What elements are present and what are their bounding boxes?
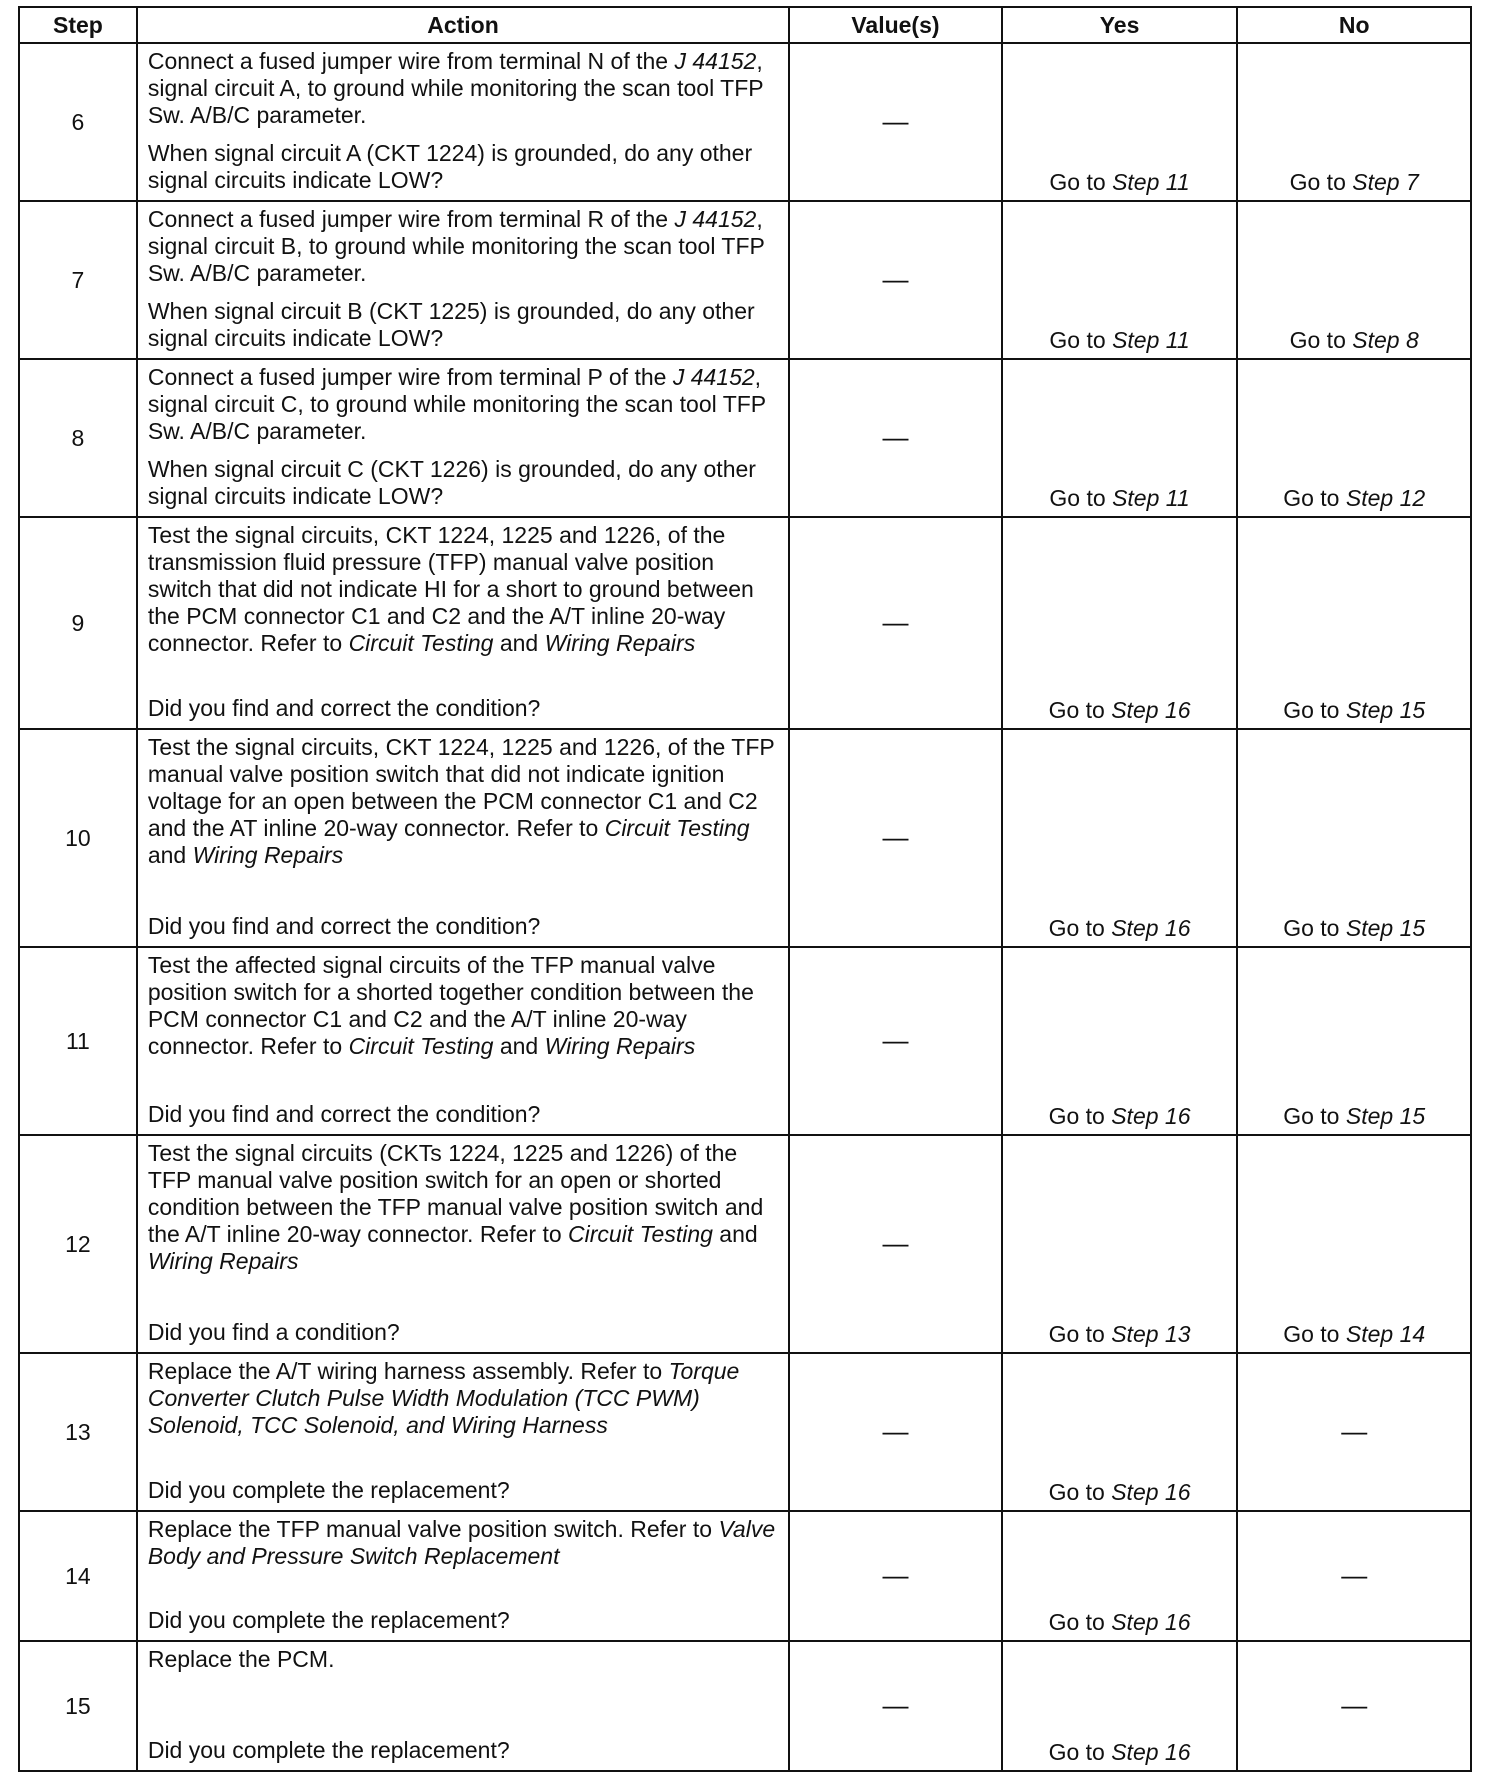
value-cell xyxy=(789,201,1002,359)
value-dash: — xyxy=(882,607,909,637)
value-dash: — xyxy=(882,1690,909,1720)
question-text: When signal circuit C (CKT 1226) is grounded, do any other signal circuits indicate LOW? xyxy=(147,456,756,509)
table-row xyxy=(19,947,1471,1135)
goto-prefix: Go to xyxy=(1049,327,1113,353)
reference-text: J 44152 xyxy=(674,48,757,74)
reference-text: Wiring Repairs xyxy=(544,1033,696,1059)
question-text: Did you complete the replacement? xyxy=(147,1607,510,1633)
table-row xyxy=(19,1511,1471,1641)
action-segment: Connect a fused jumper wire from terminal R of the xyxy=(147,206,675,232)
goto-step-link: Step 8 xyxy=(1352,327,1419,353)
action-cell xyxy=(137,1353,789,1511)
goto-step-link: Step 15 xyxy=(1345,1103,1426,1129)
yes-goto xyxy=(1002,517,1238,729)
goto-step-link: Step 14 xyxy=(1345,1321,1426,1347)
goto-prefix: Go to xyxy=(1048,915,1112,941)
goto-step-link: Step 16 xyxy=(1111,1479,1191,1505)
action-segment: Replace the A/T wiring harness assembly. Refer to xyxy=(147,1358,669,1384)
no-goto xyxy=(1237,517,1471,729)
goto-step-link: Step 16 xyxy=(1111,1739,1191,1765)
table-row xyxy=(19,359,1471,517)
action-segment: Replace the TFP manual valve position switch. Refer to xyxy=(147,1516,719,1542)
reference-text: Wiring Repairs xyxy=(147,1248,299,1274)
goto-step-link: Step 16 xyxy=(1111,1103,1191,1129)
no-dash xyxy=(1237,1641,1471,1771)
step-number: 15 xyxy=(19,1641,137,1771)
value-dash: — xyxy=(882,106,909,136)
action-cell xyxy=(137,729,789,947)
table-row xyxy=(19,517,1471,729)
action-text xyxy=(148,1358,778,1439)
goto-step-link: Step 16 xyxy=(1111,915,1191,941)
action-segment: Replace the PCM. xyxy=(147,1646,335,1672)
value-cell xyxy=(789,729,1002,947)
goto-prefix: Go to xyxy=(1048,1479,1112,1505)
reference-text: Wiring Repairs xyxy=(544,630,696,656)
no-dash xyxy=(1237,1511,1471,1641)
action-segment: , signal circuit B, to ground while monitoring the scan tool TFP Sw. A/B/C parameter. xyxy=(147,206,765,286)
dash: — xyxy=(1341,1560,1368,1590)
table-row xyxy=(19,729,1471,947)
question-text: Did you find a condition? xyxy=(147,1319,400,1345)
action-segment: , signal circuit A, to ground while monitoring the scan tool TFP Sw. A/B/C parameter. xyxy=(147,48,764,128)
goto-step-link: Step 11 xyxy=(1112,485,1190,511)
dash: — xyxy=(1341,1690,1368,1720)
header-step: Step xyxy=(19,7,137,43)
value-dash: — xyxy=(882,1228,909,1258)
yes-goto xyxy=(1002,1511,1238,1641)
value-cell xyxy=(789,1353,1002,1511)
action-text xyxy=(148,1646,778,1673)
value-cell xyxy=(789,359,1002,517)
action-segment: Test the signal circuits, CKT 1224, 1225 and 1226, of the transmission fluid pressure (TFP) manual valve position switch that did not indicate HI for a short to ground between the PCM connector C1 and C2 and the A/T inline 20-way connector. Refer to xyxy=(147,522,754,656)
action-cell xyxy=(137,43,789,201)
yes-goto xyxy=(1002,729,1238,947)
action-segment: , signal circuit C, to ground while monitoring the scan tool TFP Sw. A/B/C parameter. xyxy=(147,364,766,444)
goto-prefix: Go to xyxy=(1049,485,1113,511)
table-body xyxy=(19,43,1471,1771)
action-cell xyxy=(137,1135,789,1353)
reference-text: Circuit Testing xyxy=(348,1033,494,1059)
no-goto xyxy=(1237,359,1471,517)
value-cell xyxy=(789,43,1002,201)
no-goto xyxy=(1237,729,1471,947)
value-cell xyxy=(789,517,1002,729)
yes-goto xyxy=(1002,43,1238,201)
yes-goto xyxy=(1002,201,1238,359)
reference-text: Circuit Testing xyxy=(604,815,750,841)
yes-goto xyxy=(1002,947,1238,1135)
header-values: Value(s) xyxy=(789,7,1002,43)
step-number: 12 xyxy=(19,1135,137,1353)
value-dash: — xyxy=(882,1416,909,1446)
action-text xyxy=(148,952,778,1060)
goto-step-link: Step 16 xyxy=(1111,697,1191,723)
goto-step-link: Step 12 xyxy=(1345,485,1426,511)
header-no: No xyxy=(1237,7,1471,43)
reference-text: Wiring Repairs xyxy=(192,842,344,868)
step-number: 7 xyxy=(19,201,137,359)
goto-prefix: Go to xyxy=(1048,697,1112,723)
action-text xyxy=(148,522,778,657)
goto-step-link: Step 15 xyxy=(1345,915,1426,941)
goto-step-link: Step 11 xyxy=(1112,169,1190,195)
table-row xyxy=(19,43,1471,201)
reference-text: J 44152 xyxy=(674,206,757,232)
question-text: When signal circuit A (CKT 1224) is grounded, do any other signal circuits indicate LOW? xyxy=(147,140,753,193)
header-row xyxy=(19,7,1471,43)
table-row xyxy=(19,201,1471,359)
yes-goto xyxy=(1002,1353,1238,1511)
reference-text: Circuit Testing xyxy=(568,1221,713,1247)
action-segment: and xyxy=(493,1033,545,1059)
goto-prefix: Go to xyxy=(1048,1103,1112,1129)
goto-step-link: Step 16 xyxy=(1111,1609,1191,1635)
action-text xyxy=(148,1516,778,1570)
action-text xyxy=(148,48,778,129)
value-dash: — xyxy=(882,1025,909,1055)
action-cell xyxy=(137,1641,789,1771)
question-text: Did you find and correct the condition? xyxy=(147,1101,541,1127)
table-row xyxy=(19,1353,1471,1511)
question-text: When signal circuit B (CKT 1225) is grounded, do any other signal circuits indicate LOW? xyxy=(147,298,755,351)
value-dash: — xyxy=(882,264,909,294)
goto-prefix: Go to xyxy=(1283,1103,1346,1129)
action-text xyxy=(148,1140,778,1275)
action-cell xyxy=(137,517,789,729)
question-text: Did you find and correct the condition? xyxy=(147,695,541,721)
action-segment: Connect a fused jumper wire from terminal N of the xyxy=(147,48,675,74)
action-segment: Test the signal circuits, CKT 1224, 1225 and 1226, of the TFP manual valve position switch that did not indicate ignition voltage for an open between the PCM connector C1 and C2 and the AT inline 20-way connector. Refer to xyxy=(147,734,775,841)
goto-prefix: Go to xyxy=(1048,1609,1112,1635)
table-row xyxy=(19,1135,1471,1353)
table-row xyxy=(19,1641,1471,1771)
goto-step-link: Step 11 xyxy=(1112,327,1190,353)
dash: — xyxy=(1341,1416,1368,1446)
no-goto xyxy=(1237,947,1471,1135)
goto-step-link: Step 13 xyxy=(1111,1321,1191,1347)
action-text xyxy=(148,364,778,445)
reference-text: Valve Body and Pressure Switch Replacement xyxy=(147,1516,776,1569)
header-yes: Yes xyxy=(1002,7,1238,43)
question-text: Did you find and correct the condition? xyxy=(147,913,541,939)
step-number: 14 xyxy=(19,1511,137,1641)
goto-prefix: Go to xyxy=(1049,169,1113,195)
reference-text: Circuit Testing xyxy=(348,630,494,656)
reference-text: J 44152 xyxy=(672,364,755,390)
yes-goto xyxy=(1002,359,1238,517)
action-segment: Test the signal circuits (CKTs 1224, 1225 and 1226) of the TFP manual valve position switch for an open or shorted condition between the TFP manual valve position switch and the A/T inline 20-way connector. Refer to xyxy=(147,1140,764,1247)
value-cell xyxy=(789,1135,1002,1353)
goto-step-link: Step 7 xyxy=(1352,169,1419,195)
yes-goto xyxy=(1002,1135,1238,1353)
diagnostic-table xyxy=(18,6,1472,1772)
action-segment: Test the affected signal circuits of the TFP manual valve position switch for a shorted together condition between the PCM connector C1 and C2 and the A/T inline 20-way connector. Refer to xyxy=(147,952,754,1059)
step-number: 8 xyxy=(19,359,137,517)
value-dash: — xyxy=(882,822,909,852)
question-text: Did you complete the replacement? xyxy=(147,1477,510,1503)
goto-prefix: Go to xyxy=(1283,915,1346,941)
header-action: Action xyxy=(137,7,789,43)
value-cell xyxy=(789,1641,1002,1771)
action-segment: and xyxy=(493,630,545,656)
step-number: 9 xyxy=(19,517,137,729)
action-segment: and xyxy=(712,1221,758,1247)
reference-text: Torque Converter Clutch Pulse Width Modulation (TCC PWM) Solenoid, TCC Solenoid, and Wiring Harness xyxy=(147,1358,740,1438)
action-cell xyxy=(137,201,789,359)
no-goto xyxy=(1237,43,1471,201)
goto-prefix: Go to xyxy=(1048,1739,1112,1765)
step-number: 10 xyxy=(19,729,137,947)
goto-step-link: Step 15 xyxy=(1345,697,1426,723)
value-dash: — xyxy=(882,1560,909,1590)
goto-prefix: Go to xyxy=(1283,485,1346,511)
step-number: 11 xyxy=(19,947,137,1135)
no-goto xyxy=(1237,1135,1471,1353)
action-text xyxy=(148,206,778,287)
goto-prefix: Go to xyxy=(1289,327,1353,353)
action-text xyxy=(148,734,778,869)
value-cell xyxy=(789,947,1002,1135)
action-segment: Connect a fused jumper wire from terminal P of the xyxy=(147,364,673,390)
goto-prefix: Go to xyxy=(1289,169,1353,195)
question-text: Did you complete the replacement? xyxy=(147,1737,510,1763)
step-number: 6 xyxy=(19,43,137,201)
goto-prefix: Go to xyxy=(1283,1321,1346,1347)
action-cell xyxy=(137,359,789,517)
no-dash xyxy=(1237,1353,1471,1511)
action-cell xyxy=(137,1511,789,1641)
step-number: 13 xyxy=(19,1353,137,1511)
action-segment: and xyxy=(147,842,193,868)
goto-prefix: Go to xyxy=(1048,1321,1112,1347)
value-cell xyxy=(789,1511,1002,1641)
goto-prefix: Go to xyxy=(1283,697,1346,723)
no-goto xyxy=(1237,201,1471,359)
action-cell xyxy=(137,947,789,1135)
value-dash: — xyxy=(882,422,909,452)
yes-goto xyxy=(1002,1641,1238,1771)
